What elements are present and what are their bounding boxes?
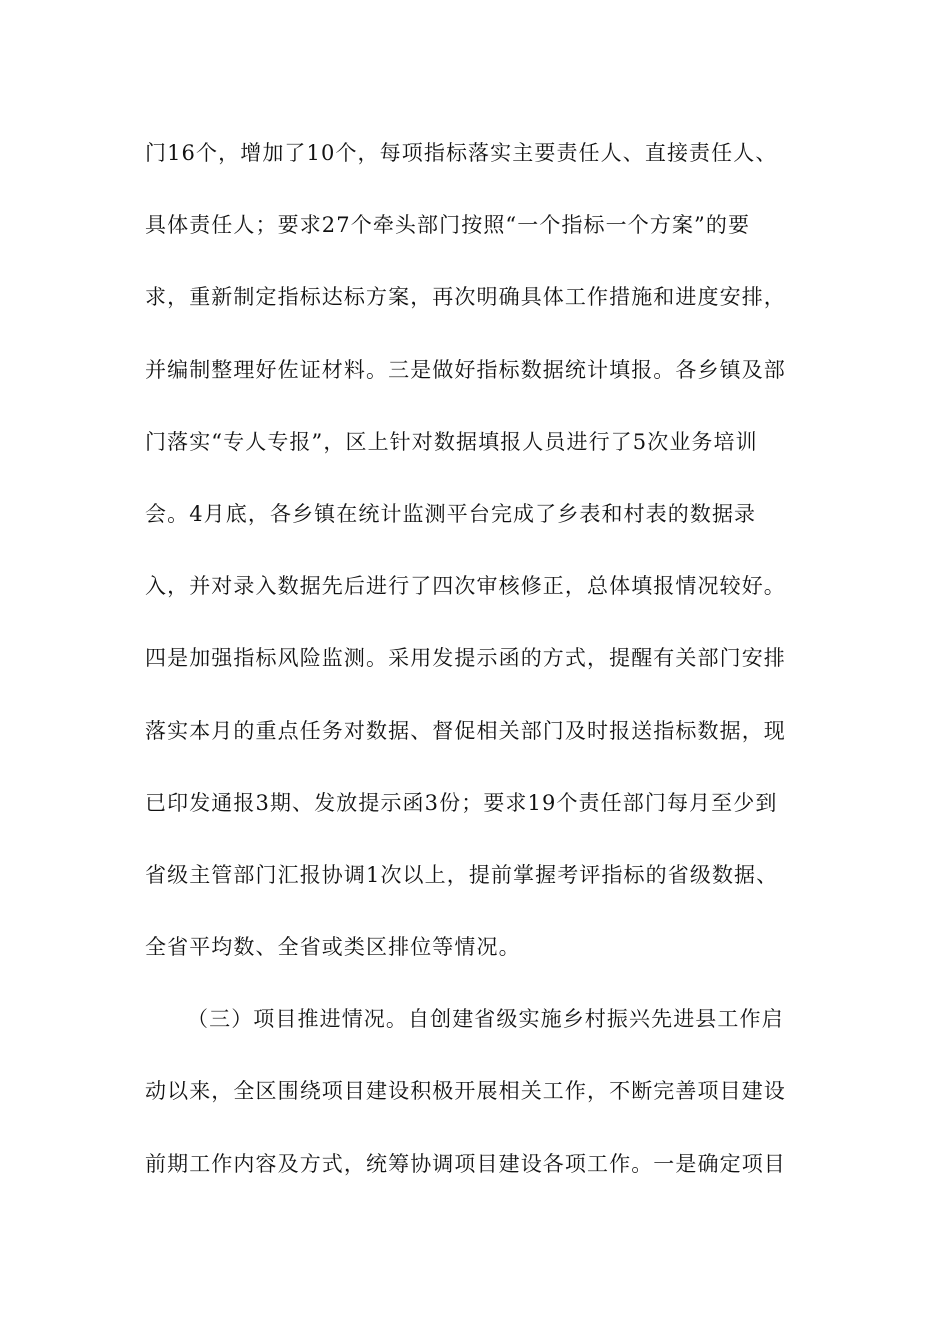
- text-line: 并编制整理好佐证材料。三是做好指标数据统计填报。各乡镇及部: [145, 357, 786, 382]
- text-line: 动以来，全区围绕项目建设积极开展相关工作，不断完善项目建设: [145, 1079, 786, 1104]
- text-line: 门16个，增加了10个，每项指标落实主要责任人、直接责任人、: [145, 141, 778, 165]
- section-heading-line: （三）项目推进情况。自创建省级实施乡村振兴先进县工作启: [187, 1007, 784, 1032]
- text-line: 全省平均数、全省或类区排位等情况。: [145, 935, 521, 960]
- text-line: 求，重新制定指标达标方案，再次明确具体工作措施和进度安排，: [145, 285, 786, 310]
- text-line: 门落实“专人专报”，区上针对数据填报人员进行了5次业务培训: [145, 429, 758, 454]
- text-line: 入，并对录入数据先后进行了四次审核修正，总体填报情况较好。: [145, 574, 786, 599]
- body-text: [145, 128, 805, 1211]
- text-line: 落实本月的重点任务对数据、督促相关部门及时报送指标数据，现: [145, 718, 786, 743]
- text-line: 会。4月底，各乡镇在统计监测平台完成了乡表和村表的数据录: [145, 501, 757, 526]
- text-line: 省级主管部门汇报协调1次以上，提前掌握考评指标的省级数据、: [145, 862, 779, 887]
- text-line: 前期工作内容及方式，统筹协调项目建设各项工作。一是确定项目: [145, 1151, 786, 1176]
- text-line: 具体责任人；要求27个牵头部门按照“一个指标一个方案”的要: [145, 213, 751, 238]
- text-line: 已印发通报3期、发放提示函3份；要求19个责任部门每月至少到: [145, 790, 778, 815]
- text-line: 四是加强指标风险监测。采用发提示函的方式，提醒有关部门安排: [145, 646, 786, 671]
